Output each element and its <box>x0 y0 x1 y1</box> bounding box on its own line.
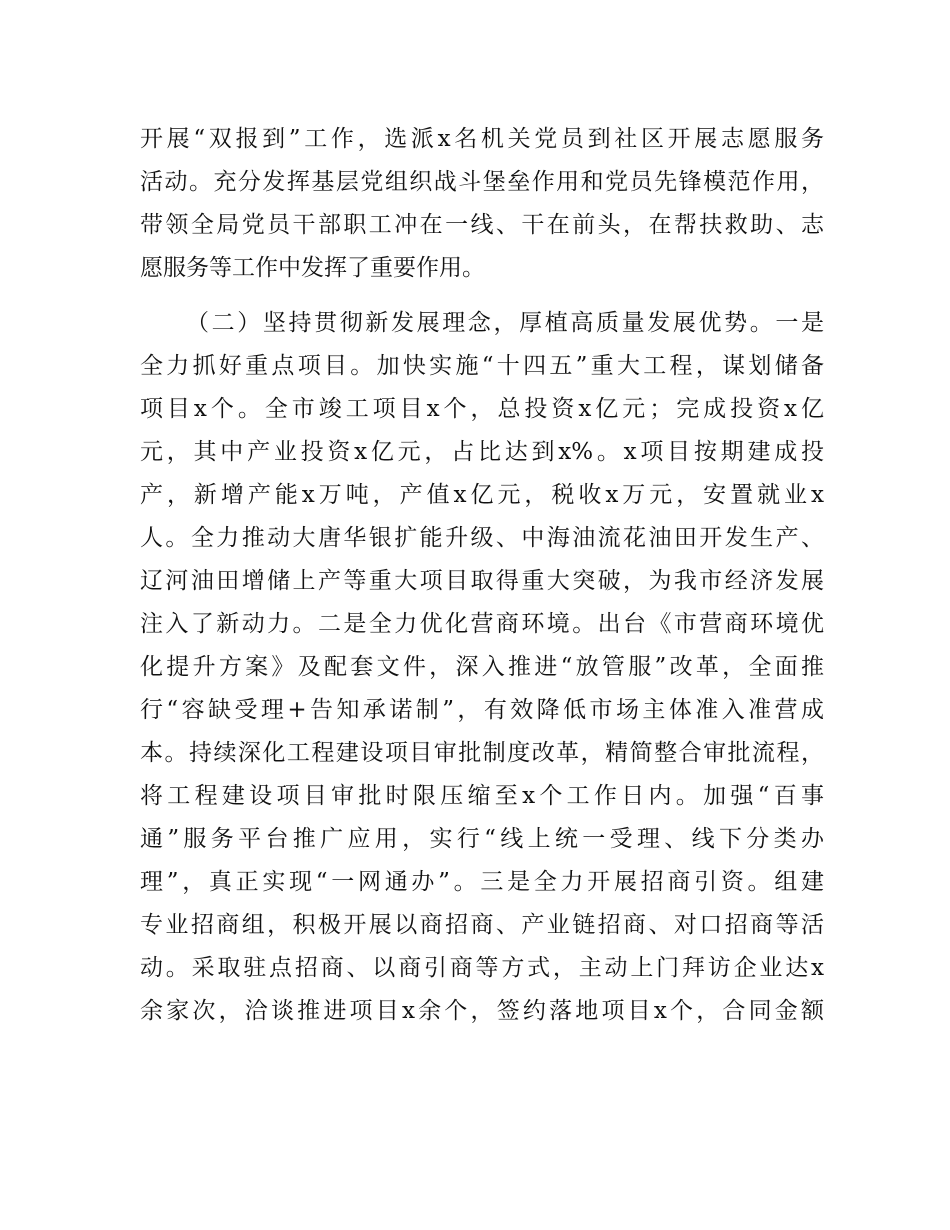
text-line: 项目x个。全市竣工项目x个，总投资x亿元；完成投资x亿 <box>140 396 824 422</box>
text-line: 产，新增产能x万吨，产值x亿元，税收x万元，安置就业x <box>140 482 824 508</box>
text-line: 通”服务平台推广应用，实行“线上统一受理、线下分类办 <box>140 826 824 852</box>
text-line: 化提升方案》及配套文件，深入推进“放管服”改革，全面推 <box>140 654 824 680</box>
text-line: 开展“双报到”工作，选派x名机关党员到社区开展志愿服务 <box>140 126 824 152</box>
text-line: 活动。充分发挥基层党组织战斗堡垒作用和党员先锋模范作用， <box>140 169 824 195</box>
text-line: 注入了新动力。二是全力优化营商环境。出台《市营商环境优 <box>140 611 824 637</box>
text-line: 元，其中产业投资x亿元，占比达到x%。x项目按期建成投 <box>140 439 824 465</box>
text-line: 本。持续深化工程建设项目审批制度改革，精简整合审批流程， <box>140 740 824 766</box>
text-line: 全力抓好重点项目。加快实施“十四五”重大工程，谋划储备 <box>140 353 824 379</box>
text-line: 行“容缺受理+告知承诺制”，有效降低市场主体准入准营成 <box>140 697 824 723</box>
text-line: 将工程建设项目审批时限压缩至x个工作日内。加强“百事 <box>140 783 824 809</box>
paragraph-new-development <box>140 302 824 1033</box>
text-line: 余家次，洽谈推进项目x余个，签约落地项目x个，合同金额 <box>140 998 824 1024</box>
text-line: 理”，真正实现“一网通办”。三是全力开展招商引资。组建 <box>140 869 824 895</box>
section-heading-line: （二）坚持贯彻新发展理念，厚植高质量发展优势。一是 <box>186 310 824 336</box>
text-line: 人。全力推动大唐华银扩能升级、中海油流花油田开发生产、 <box>140 525 824 551</box>
paragraph-volunteer-service <box>140 118 824 290</box>
text-line: 专业招商组，积极开展以商招商、产业链招商、对口招商等活 <box>140 912 824 938</box>
text-line: 辽河油田增储上产等重大项目取得重大突破，为我市经济发展 <box>140 568 824 594</box>
text-line: 动。采取驻点招商、以商引商等方式，主动上门拜访企业达x <box>140 955 824 981</box>
text-line: 带领全局党员干部职工冲在一线、干在前头，在帮扶救助、志 <box>140 212 824 238</box>
text-line: 愿服务等工作中发挥了重要作用。 <box>140 255 485 281</box>
